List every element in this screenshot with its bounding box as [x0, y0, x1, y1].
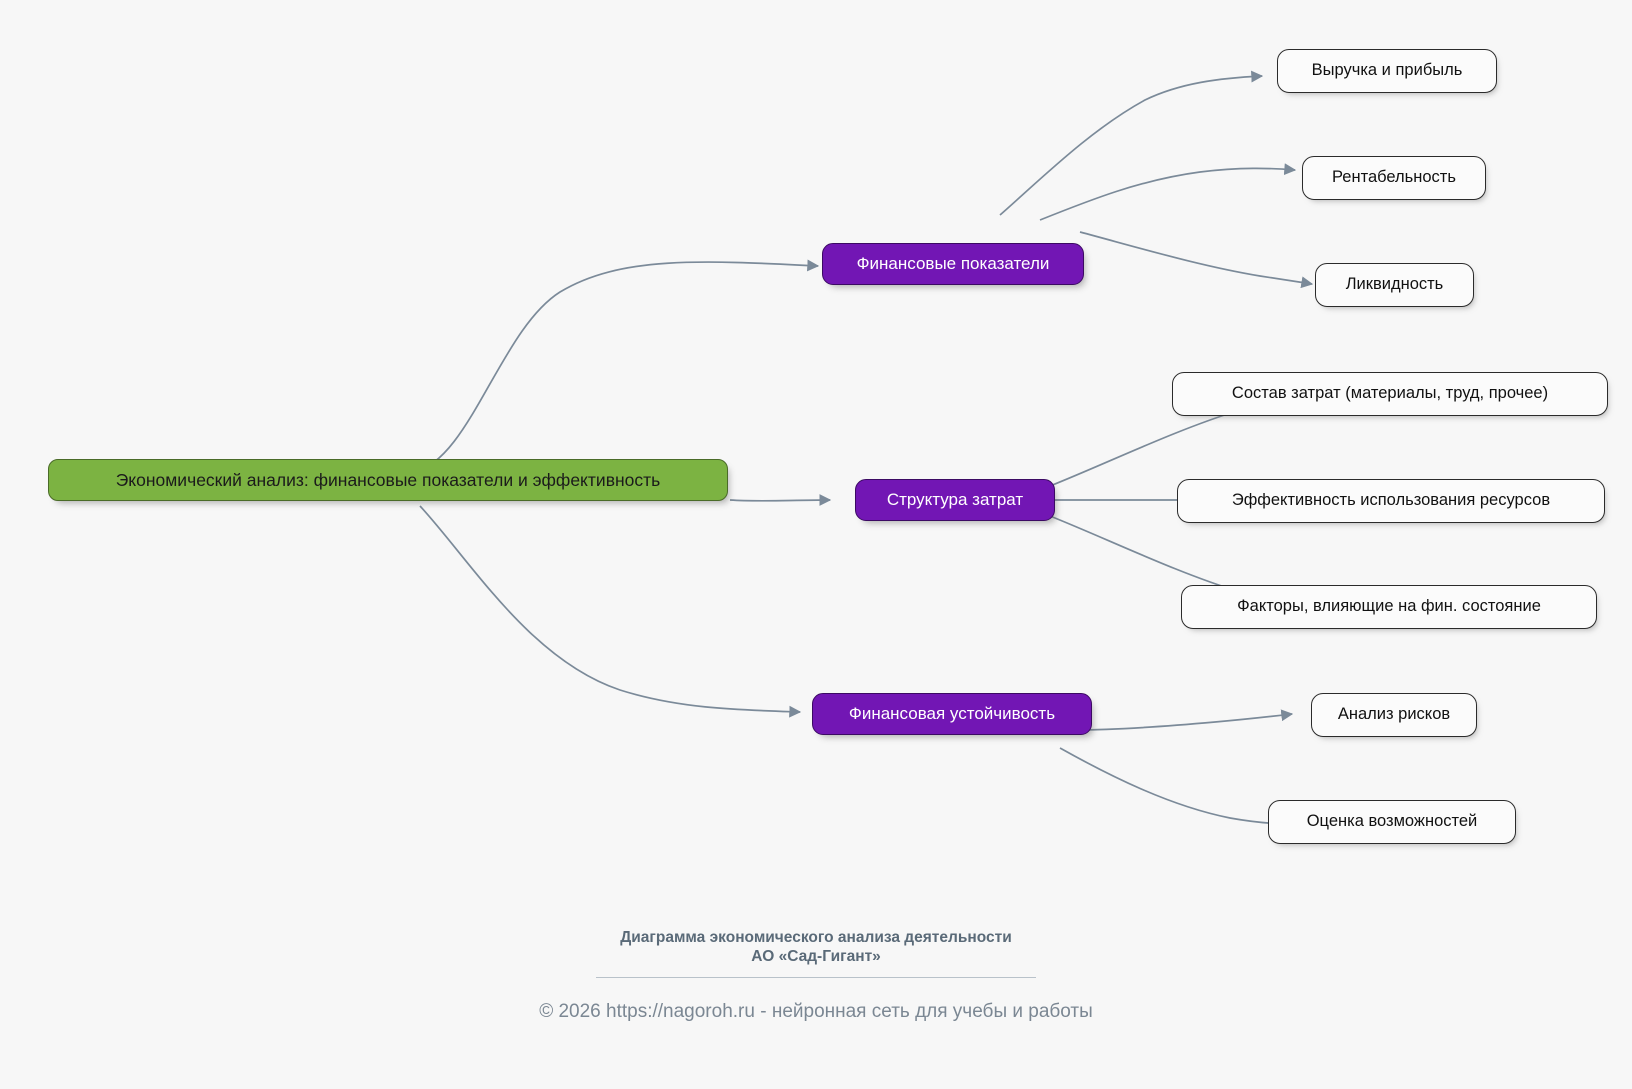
diagram-caption-line1: Диаграмма экономического анализа деятельности — [620, 929, 1012, 946]
node-leaf-financial-factors-label: Факторы, влияющие на фин. состояние — [1237, 597, 1541, 616]
node-leaf-resource-efficiency-label: Эффективность использования ресурсов — [1231, 491, 1551, 510]
edge-financial-to-liquidity — [1080, 232, 1312, 284]
node-branch-financial-stability[interactable] — [812, 693, 1092, 735]
node-leaf-risk-analysis-label: Анализ рисков — [1337, 705, 1451, 724]
node-branch-financial-indicators[interactable] — [822, 243, 1084, 285]
node-leaf-liquidity[interactable] — [1315, 263, 1474, 307]
node-leaf-resource-efficiency[interactable] — [1177, 479, 1605, 523]
diagram-caption — [0, 928, 1632, 967]
node-leaf-profitability[interactable] — [1302, 156, 1486, 200]
edge-financial-to-revenue — [1000, 76, 1262, 215]
node-leaf-liquidity-label: Ликвидность — [1345, 275, 1444, 294]
node-leaf-opportunity-assessment[interactable] — [1268, 800, 1516, 844]
node-branch-cost-structure-label: Структура затрат — [886, 489, 1024, 509]
node-leaf-risk-analysis[interactable] — [1311, 693, 1477, 737]
node-leaf-cost-composition-label: Состав затрат (материалы, труд, прочее) — [1231, 384, 1549, 403]
edge-stability-to-opportunities — [1060, 748, 1292, 824]
node-leaf-revenue-profit[interactable] — [1277, 49, 1497, 93]
node-root[interactable] — [48, 459, 728, 501]
edge-root-to-financial — [414, 262, 818, 472]
diagram-caption-line2: АО «Сад-Гигант» — [751, 948, 881, 966]
node-root-label: Экономический анализ: финансовые показатели и эффективность — [115, 469, 661, 490]
edge-root-to-costs — [730, 500, 830, 501]
edge-financial-to-profitability — [1040, 168, 1295, 220]
node-leaf-opportunity-assessment-label: Оценка возможностей — [1306, 812, 1478, 831]
node-leaf-financial-factors[interactable] — [1181, 585, 1597, 629]
node-branch-financial-stability-label: Финансовая устойчивость — [848, 703, 1056, 723]
edge-stability-to-risks — [1075, 714, 1292, 730]
node-branch-cost-structure[interactable] — [855, 479, 1055, 521]
node-leaf-cost-composition[interactable] — [1172, 372, 1608, 416]
footer-credit — [0, 1001, 1632, 1023]
node-leaf-profitability-label: Рентабельность — [1332, 168, 1456, 187]
edge-root-to-stability — [420, 506, 800, 712]
caption-divider — [596, 977, 1036, 978]
node-branch-financial-indicators-label: Финансовые показатели — [856, 253, 1050, 273]
node-leaf-revenue-profit-label: Выручка и прибыль — [1311, 61, 1463, 80]
footer-credit-text: © 2026 https://nagoroh.ru - нейронная сеть для учебы и работы — [539, 1001, 1093, 1022]
